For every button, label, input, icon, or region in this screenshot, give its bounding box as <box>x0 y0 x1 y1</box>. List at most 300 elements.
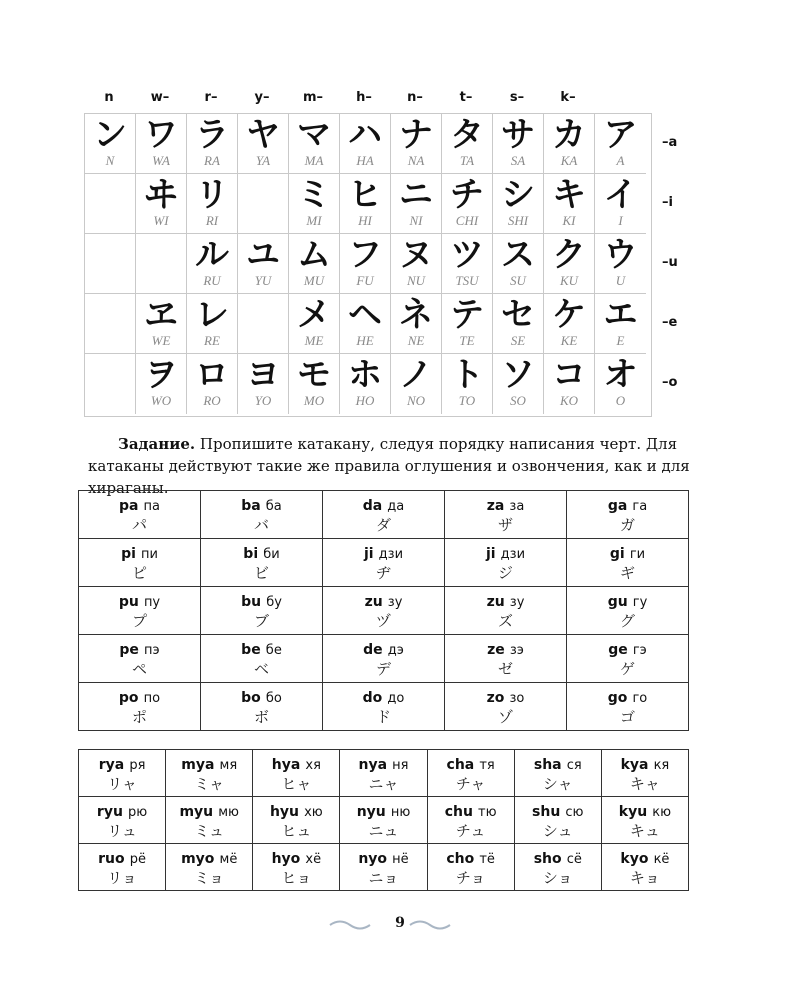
katakana-glyph: リョ <box>107 868 137 887</box>
cyrillic-syllable: за <box>509 499 525 514</box>
chart-romaji: MO <box>303 393 325 408</box>
chart-romaji: YU <box>254 273 272 288</box>
latin-syllable: kya <box>620 756 649 773</box>
chart-cell <box>238 354 289 414</box>
katakana-glyph: ベ <box>253 660 269 678</box>
chart-kana: マ <box>297 115 331 155</box>
cyrillic-syllable: мя <box>219 757 238 773</box>
chart-romaji: SU <box>510 273 526 288</box>
chart-kana: ル <box>195 235 229 275</box>
chart-romaji: HI <box>358 213 372 228</box>
chart-cell <box>595 114 646 174</box>
chart-kana: ノ <box>399 355 433 395</box>
cyrillic-syllable: хю <box>304 804 323 820</box>
chart-romaji: U <box>615 273 626 288</box>
latin-syllable: pu <box>118 594 139 610</box>
table-cell <box>79 587 201 635</box>
latin-syllable: za <box>486 498 505 514</box>
latin-syllable: sha <box>533 756 562 773</box>
chart-cell <box>544 234 595 294</box>
cyrillic-syllable: тю <box>478 804 497 820</box>
chart-romaji: RA <box>204 153 220 168</box>
table-cell <box>253 750 340 797</box>
latin-syllable: myu <box>179 803 214 820</box>
chart-cell <box>187 294 238 354</box>
latin-syllable: mya <box>181 756 215 773</box>
latin-syllable: chu <box>444 803 473 820</box>
chart-cell <box>238 174 289 234</box>
cyrillic-syllable: пэ <box>143 643 160 658</box>
latin-syllable: hyu <box>269 803 300 820</box>
chart-cell <box>136 114 187 174</box>
cyrillic-syllable: ню <box>390 804 411 820</box>
cyrillic-syllable: тя <box>479 757 495 773</box>
chart-kana: ス <box>501 235 535 275</box>
chart-cell <box>85 354 136 414</box>
cyrillic-syllable: бу <box>266 595 282 610</box>
cyrillic-syllable: кю <box>652 804 672 820</box>
katakana-glyph: ブ <box>253 612 269 630</box>
chart-kana: ナ <box>399 115 433 155</box>
chart-cell <box>493 354 544 414</box>
table-row <box>79 539 689 587</box>
latin-syllable: ji <box>363 546 374 562</box>
cyrillic-syllable: пу <box>143 595 161 610</box>
latin-syllable: ze <box>487 642 505 658</box>
chart-romaji: HE <box>356 333 374 348</box>
katakana-glyph: ザ <box>497 516 513 534</box>
chart-kana: ソ <box>501 355 535 395</box>
chart-romaji: TA <box>459 153 475 168</box>
latin-syllable: go <box>607 690 628 706</box>
chart-romaji: FU <box>356 273 374 288</box>
table-cell <box>79 491 201 539</box>
table-cell <box>166 750 253 797</box>
chart-kana: ム <box>297 235 331 275</box>
katakana-glyph: ズ <box>497 612 513 630</box>
latin-syllable: nyu <box>356 803 386 820</box>
chart-row-label: –i <box>662 195 673 210</box>
chart-cell <box>442 234 493 294</box>
latin-syllable: po <box>118 690 139 706</box>
chart-kana: ハ <box>348 115 382 155</box>
chart-romaji: WE <box>151 333 171 348</box>
task-label: Задание. <box>118 435 196 453</box>
chart-column-header: y– <box>254 90 270 105</box>
chart-cell <box>544 174 595 234</box>
table-cell <box>79 750 166 797</box>
latin-syllable: rya <box>98 756 125 773</box>
table-cell <box>601 797 688 844</box>
chart-cell <box>85 294 136 354</box>
chart-kana: レ <box>195 295 229 335</box>
cyrillic-syllable: бе <box>265 643 282 658</box>
chart-kana: ウ <box>603 235 638 275</box>
table-cell <box>201 635 323 683</box>
chart-column-header: w– <box>150 90 170 105</box>
chart-cell <box>289 294 340 354</box>
latin-syllable: bo <box>241 690 261 706</box>
cyrillic-syllable: зэ <box>509 643 524 658</box>
table-cell <box>340 797 427 844</box>
latin-syllable: cha <box>446 756 475 773</box>
cyrillic-syllable: дэ <box>387 643 404 658</box>
latin-syllable: ryu <box>96 803 123 820</box>
chart-cell <box>289 234 340 294</box>
chart-cell <box>544 114 595 174</box>
katakana-glyph: シャ <box>542 774 573 793</box>
chart-romaji: RI <box>205 213 219 228</box>
chart-cell <box>544 354 595 414</box>
chart-romaji: NA <box>407 153 425 168</box>
chart-row-label: –u <box>662 255 678 270</box>
chart-romaji: SO <box>510 393 526 408</box>
chart-kana: ヘ <box>348 295 382 335</box>
chart-romaji: KO <box>559 393 579 408</box>
chart-romaji: TE <box>459 333 475 348</box>
cyrillic-syllable: ба <box>265 499 282 514</box>
chart-romaji: TSU <box>455 273 479 288</box>
chart-kana: コ <box>552 355 586 395</box>
table-row <box>79 587 689 635</box>
chart-kana: ヒ <box>348 175 382 215</box>
chart-romaji: NE <box>407 333 425 348</box>
chart-kana: ヨ <box>246 355 280 395</box>
table-cell <box>253 844 340 891</box>
table-cell <box>567 683 689 731</box>
chart-romaji: MU <box>303 273 325 288</box>
katakana-glyph: ヅ <box>375 612 391 630</box>
chart-romaji: RO <box>203 393 221 408</box>
chart-cell <box>238 294 289 354</box>
katakana-glyph: ゾ <box>497 708 513 726</box>
chart-romaji: YO <box>254 393 272 408</box>
chart-kana: リ <box>195 175 229 215</box>
table-cell <box>514 750 601 797</box>
chart-cell <box>340 174 391 234</box>
chart-kana: ケ <box>552 295 586 335</box>
cyrillic-syllable: га <box>632 499 648 514</box>
cyrillic-syllable: по <box>143 691 161 706</box>
katakana-glyph: ミョ <box>194 868 225 887</box>
latin-syllable: cho <box>446 850 475 867</box>
latin-syllable: pe <box>119 642 139 658</box>
table-row <box>79 491 689 539</box>
latin-syllable: pa <box>118 498 139 514</box>
cyrillic-syllable: кё <box>653 851 670 867</box>
chart-romaji: N <box>105 153 115 168</box>
latin-syllable: kyo <box>620 850 649 867</box>
katakana-glyph: ニュ <box>368 821 399 840</box>
chart-kana: ラ <box>195 115 229 155</box>
chart-cell <box>289 354 340 414</box>
chart-romaji: HA <box>356 153 374 168</box>
table-cell <box>601 844 688 891</box>
katakana-glyph: チュ <box>455 821 486 840</box>
table-cell <box>166 797 253 844</box>
chart-cell <box>136 174 187 234</box>
chart-kana: シ <box>501 175 535 215</box>
chart-column-header: s– <box>509 90 525 105</box>
katakana-glyph: ゲ <box>619 660 635 678</box>
latin-syllable: bu <box>241 594 262 610</box>
cyrillic-syllable: зу <box>509 595 525 610</box>
table-cell <box>340 750 427 797</box>
katakana-glyph: パ <box>131 516 147 534</box>
chart-cell <box>493 174 544 234</box>
page-number: 9 <box>395 915 405 931</box>
latin-syllable: ge <box>608 642 628 658</box>
katakana-glyph: ゼ <box>497 660 513 678</box>
latin-syllable: gu <box>607 594 628 610</box>
table-cell <box>514 844 601 891</box>
chart-cell <box>289 174 340 234</box>
katakana-glyph: ジ <box>497 564 513 582</box>
latin-syllable: gi <box>609 546 625 562</box>
table-cell <box>79 683 201 731</box>
chart-cell <box>85 234 136 294</box>
cyrillic-syllable: бо <box>265 691 282 706</box>
katakana-glyph: バ <box>253 516 269 534</box>
table-cell <box>323 683 445 731</box>
cyrillic-syllable: да <box>387 499 405 514</box>
katakana-glyph: デ <box>375 660 391 678</box>
cyrillic-syllable: сё <box>566 851 582 867</box>
latin-syllable: pi <box>121 546 136 562</box>
chart-kana: ミ <box>297 175 331 215</box>
cyrillic-syllable: ня <box>392 757 409 773</box>
cyrillic-syllable: ги <box>629 547 646 562</box>
table-cell <box>340 844 427 891</box>
chart-kana: ヌ <box>399 235 433 275</box>
chart-kana: ホ <box>348 355 382 395</box>
chart-romaji: A <box>616 153 625 168</box>
chart-kana: ワ <box>144 115 178 155</box>
chart-cell <box>442 294 493 354</box>
chart-kana: テ <box>450 295 484 335</box>
chart-romaji: MI <box>306 213 322 228</box>
katakana-glyph: リャ <box>107 774 137 793</box>
latin-syllable: ji <box>485 546 496 562</box>
cyrillic-syllable: мё <box>219 851 238 867</box>
cyrillic-syllable: ря <box>129 757 146 773</box>
chart-cell <box>85 114 136 174</box>
cyrillic-syllable: тё <box>479 851 495 867</box>
cyrillic-syllable: рю <box>128 804 148 820</box>
chart-cell <box>391 114 442 174</box>
cyrillic-syllable: рё <box>129 851 146 867</box>
chart-kana: ニ <box>399 175 433 215</box>
chart-cell <box>340 354 391 414</box>
chart-kana: カ <box>552 115 586 155</box>
table-row <box>79 797 689 844</box>
latin-syllable: zu <box>364 594 383 610</box>
chart-romaji: MA <box>304 153 324 168</box>
chart-cell <box>238 234 289 294</box>
latin-syllable: bi <box>243 546 259 562</box>
chart-cell <box>493 114 544 174</box>
chart-column-header: n <box>104 90 114 105</box>
chart-kana: ト <box>450 355 484 395</box>
latin-syllable: ruo <box>98 850 125 867</box>
chart-cell <box>136 234 187 294</box>
chart-row-label: –o <box>662 375 678 390</box>
latin-syllable: hyo <box>271 850 301 867</box>
yoon-katakana-table <box>78 749 689 891</box>
chart-column-headers <box>84 90 656 110</box>
chart-romaji: NI <box>409 213 423 228</box>
chart-romaji: WA <box>152 153 170 168</box>
latin-syllable: zu <box>486 594 505 610</box>
chart-kana: ツ <box>450 235 484 275</box>
chart-kana: オ <box>603 355 638 395</box>
chart-romaji: WO <box>150 393 172 408</box>
chart-romaji: YA <box>255 153 271 168</box>
chart-kana: ン <box>93 115 127 155</box>
katakana-glyph: ピ <box>131 564 147 582</box>
latin-syllable: hya <box>271 756 301 773</box>
latin-syllable: ga <box>607 498 628 514</box>
chart-cell <box>340 114 391 174</box>
chart-kana: ヰ <box>144 175 178 215</box>
cyrillic-syllable: гу <box>632 595 648 610</box>
chart-cell <box>85 174 136 234</box>
table-cell <box>201 587 323 635</box>
cyrillic-syllable: зо <box>509 691 525 706</box>
chart-cell <box>391 174 442 234</box>
chart-romaji: WI <box>153 213 169 228</box>
cyrillic-syllable: до <box>387 691 405 706</box>
chart-cell <box>136 294 187 354</box>
chart-romaji: NU <box>406 273 426 288</box>
katakana-glyph: ヒョ <box>281 868 312 887</box>
table-row <box>79 635 689 683</box>
latin-syllable: ba <box>241 498 261 514</box>
chart-cell <box>493 234 544 294</box>
chart-romaji: RU <box>203 273 221 288</box>
table-cell <box>201 491 323 539</box>
katakana-glyph: ダ <box>375 516 391 534</box>
chart-cell <box>187 114 238 174</box>
chart-romaji: KA <box>560 153 578 168</box>
chart-cell <box>187 174 238 234</box>
chart-kana: メ <box>297 295 331 335</box>
table-cell <box>323 587 445 635</box>
cyrillic-syllable: сю <box>565 804 584 820</box>
chart-romaji: KI <box>562 213 576 228</box>
chart-column-header: r– <box>204 90 218 105</box>
chart-column-header: m– <box>302 90 324 105</box>
table-cell <box>253 797 340 844</box>
katakana-glyph: ミュ <box>194 821 225 840</box>
katakana-glyph: ニョ <box>368 868 399 887</box>
chart-column-header: k– <box>560 90 576 105</box>
table-cell <box>445 683 567 731</box>
table-cell <box>514 797 601 844</box>
table-cell <box>445 491 567 539</box>
latin-syllable: da <box>362 498 383 514</box>
katakana-glyph: ゴ <box>619 708 635 726</box>
chart-kana: セ <box>501 295 535 335</box>
chart-romaji: KE <box>560 333 578 348</box>
latin-syllable: myo <box>181 850 215 867</box>
chart-cell <box>187 354 238 414</box>
chart-column-header: h– <box>356 90 372 105</box>
chart-cell <box>187 234 238 294</box>
cyrillic-syllable: пи <box>140 547 158 562</box>
table-cell <box>445 539 567 587</box>
chart-cell <box>544 294 595 354</box>
katakana-glyph: グ <box>619 612 635 630</box>
katakana-glyph: ショ <box>542 868 573 887</box>
chart-cell <box>391 354 442 414</box>
cyrillic-syllable: кя <box>653 757 670 773</box>
chart-row-label: –a <box>662 135 678 150</box>
chart-cell <box>340 294 391 354</box>
latin-syllable: sho <box>533 850 562 867</box>
chart-cell <box>340 234 391 294</box>
katakana-glyph: ビ <box>253 564 269 582</box>
katakana-glyph: ニャ <box>368 774 399 793</box>
katakana-glyph: ペ <box>131 660 147 678</box>
latin-syllable: nyo <box>358 850 388 867</box>
voiced-katakana-table <box>78 490 689 731</box>
chart-kana: ヤ <box>246 115 280 155</box>
chart-romaji: ME <box>304 333 324 348</box>
table-cell <box>427 797 514 844</box>
latin-syllable: kyu <box>618 803 648 820</box>
cyrillic-syllable: нё <box>392 851 409 867</box>
chart-cell <box>595 294 646 354</box>
katakana-glyph: シュ <box>542 821 573 840</box>
chart-romaji: SA <box>510 153 526 168</box>
katakana-glyph: ポ <box>131 708 147 726</box>
chart-kana: ロ <box>195 355 229 395</box>
chart-romaji: SE <box>510 333 526 348</box>
katakana-glyph: ヒュ <box>281 821 312 840</box>
table-cell <box>601 750 688 797</box>
chart-kana: ユ <box>246 235 280 275</box>
table-row <box>79 844 689 891</box>
table-row <box>79 750 689 797</box>
cyrillic-syllable: ся <box>566 757 582 773</box>
chart-cell <box>442 354 493 414</box>
page-footer <box>0 913 800 937</box>
chart-kana: キ <box>552 175 586 215</box>
chart-romaji: HO <box>355 393 375 408</box>
chart-cell <box>595 354 646 414</box>
latin-syllable: do <box>362 690 383 706</box>
katakana-glyph: ガ <box>619 516 635 534</box>
cyrillic-syllable: го <box>632 691 648 706</box>
cyrillic-syllable: дзи <box>378 547 404 562</box>
chart-romaji: RE <box>204 333 220 348</box>
chart-cell <box>391 294 442 354</box>
chart-kana: ア <box>603 115 638 155</box>
katakana-glyph: キュ <box>629 821 660 840</box>
latin-syllable: be <box>241 642 261 658</box>
table-row <box>79 683 689 731</box>
chart-cell <box>595 234 646 294</box>
table-cell <box>79 797 166 844</box>
chart-kana: ヲ <box>144 355 178 395</box>
katakana-glyph: ヂ <box>375 564 391 582</box>
cyrillic-syllable: би <box>263 547 280 562</box>
chart-kana: ク <box>552 235 586 275</box>
katakana-glyph: ボ <box>253 708 269 726</box>
task-text: Пропишите катакану, следуя порядку написания черт. Для катаканы действуют такие же правила оглушения и озвончения, как и для хираганы. <box>88 435 690 497</box>
chart-kana: タ <box>450 115 484 155</box>
